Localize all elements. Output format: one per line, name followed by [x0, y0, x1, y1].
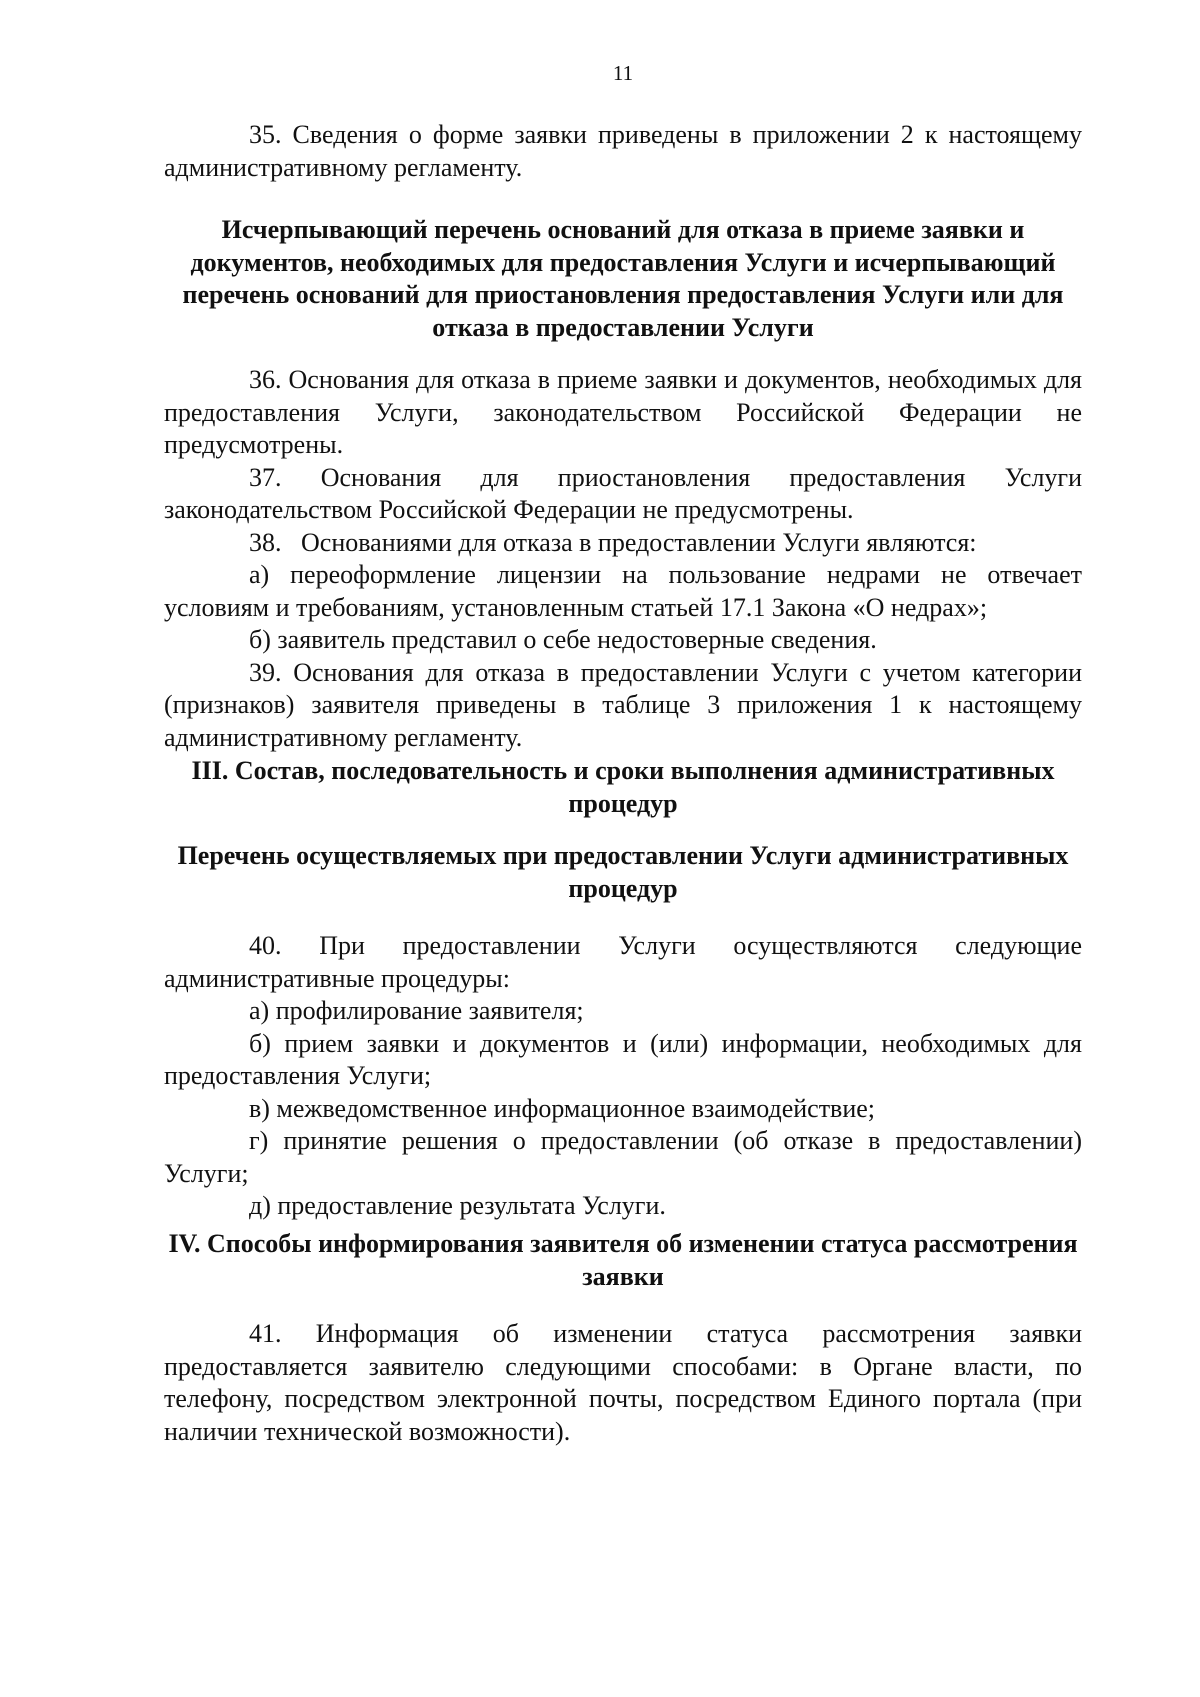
heading-section-3: III. Состав, последовательность и сроки выполнения административных процедур [191, 756, 1055, 818]
paragraph-39: 39. Основания для отказа в предоставлении Услуги с учетом категории (признаков) заявителя приведены в таблице 3 приложения 1 к настоящему административному регламенту. [164, 657, 1082, 752]
paragraph-38-b: б) заявитель представил о себе недостоверные сведения. [249, 625, 877, 654]
paragraph-group-form [164, 119, 1082, 184]
paragraph-40-a: а) профилирование заявителя; [249, 996, 584, 1025]
paragraph-41: 41. Информация об изменении статуса рассмотрения заявки предоставляется заявителю следующими способами: в Органе власти, по телефону, посредством электронной почты, посредством Единого портала (при наличии технической возможности). [164, 1319, 1082, 1446]
page-number: 11 [612, 61, 634, 85]
heading-block-procedures [164, 840, 1082, 905]
paragraph-40-v: в) межведомственное информационное взаимодействие; [249, 1093, 876, 1123]
paragraph-group-procedures [164, 930, 1082, 1223]
heading-block-section-3 [164, 755, 1082, 820]
heading-procedures-list: Перечень осуществляемых при предоставлении Услуги административных процедур [177, 841, 1069, 903]
paragraph-38-a: а) переоформление лицензии на пользование недрами не отвечает условиям и требованиям, установленным статьей 17.1 Закона «О недрах»; [164, 560, 1082, 622]
paragraph-40: 40. При предоставлении Услуги осуществляются следующие административные процедуры: [164, 931, 1082, 993]
heading-section-4: IV. Способы информирования заявителя об изменении статуса рассмотрения заявки [168, 1229, 1078, 1291]
paragraph-38: 38. Основаниями для отказа в предоставлении Услуги являются: [249, 527, 977, 557]
paragraph-group-section-4 [164, 1318, 1082, 1448]
paragraph-40-g: г) принятие решения о предоставлении (об отказе в предоставлении) Услуги; [164, 1126, 1082, 1188]
heading-block-section-4 [164, 1228, 1082, 1293]
paragraph-40-b: б) прием заявки и документов и (или) информации, необходимых для предоставления Услуги; [164, 1028, 1082, 1090]
heading-block-refusal [164, 214, 1082, 344]
paragraph-35: 35. Сведения о форме заявки приведены в приложении 2 к настоящему административному регламенту. [164, 120, 1082, 182]
paragraph-40-d: д) предоставление результата Услуги. [249, 1191, 666, 1220]
paragraph-group-refusal [164, 364, 1082, 754]
paragraph-36: 36. Основания для отказа в приеме заявки и документов, необходимых для предоставления Услуги, законодательством Российской Федерации не предусмотрены. [164, 365, 1082, 459]
paragraph-37: 37. Основания для приостановления предоставления Услуги законодательством Российской Федерации не предусмотрены. [164, 462, 1082, 524]
heading-refusal-grounds: Исчерпывающий перечень оснований для отказа в приеме заявки и документов, необходимых для предоставления Услуги и исчерпывающий перечень оснований для приостановления предоставления Услуги или для отказа в предоставлении Услуги [182, 215, 1064, 342]
